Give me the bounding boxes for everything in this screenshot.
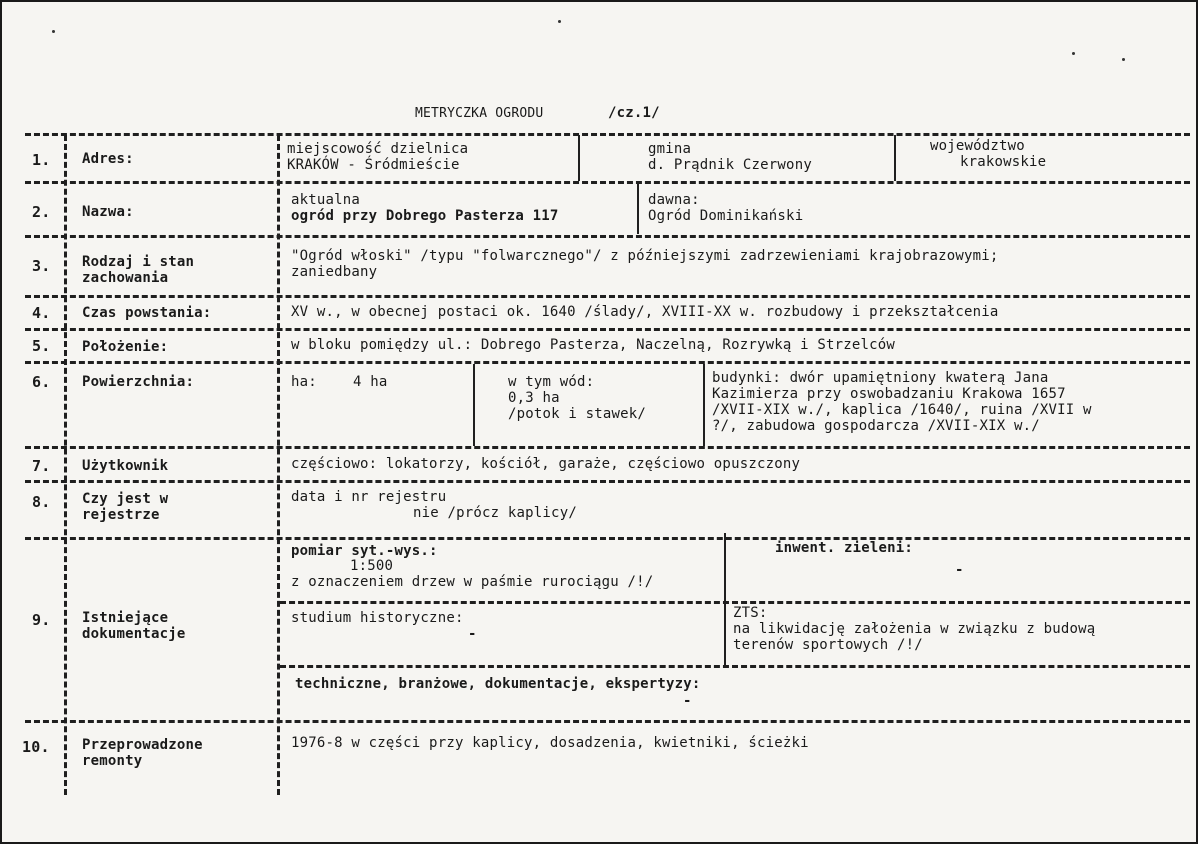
zts-line: terenów sportowych /!/ <box>733 637 923 653</box>
zts-label: ZTS: <box>733 605 768 621</box>
row-label: Położenie: <box>82 339 169 355</box>
register-label: data i nr rejestru <box>291 489 447 505</box>
voivodeship-label: województwo <box>930 138 1025 154</box>
rule <box>25 480 1190 483</box>
rule <box>637 184 639 234</box>
garden-type: "Ogród włoski" /typu "folwarcznego"/ z późniejszymi zadrzewieniami krajobrazowymi; <box>291 248 999 264</box>
water-area-note: /potok i stawek/ <box>508 406 647 422</box>
area-label: ha: <box>291 374 317 390</box>
rule <box>25 235 1190 238</box>
survey-note: z oznaczeniem drzew w paśmie rurociągu /!/ <box>291 574 654 590</box>
rule <box>25 295 1190 298</box>
technical-docs-value: - <box>683 693 692 709</box>
former-name-label: dawna: <box>648 192 700 208</box>
rule <box>578 135 580 181</box>
inventory-label: inwent. zieleni: <box>775 540 914 556</box>
rule <box>64 135 67 795</box>
row-label: Istniejące <box>82 610 169 626</box>
row-number: 7. <box>32 457 51 475</box>
speck <box>52 30 55 33</box>
row-label: remonty <box>82 753 143 769</box>
row-label: Przeprowadzone <box>82 737 203 753</box>
commune-label: gmina <box>648 141 692 157</box>
area-value: 4 ha <box>353 374 388 390</box>
history-study-label: studium historyczne: <box>291 610 464 626</box>
rule <box>25 361 1190 364</box>
row-label: Użytkownik <box>82 458 169 474</box>
row-label: Rodzaj i stan <box>82 254 195 270</box>
row-number: 10. <box>22 738 50 756</box>
rule <box>724 533 726 665</box>
rule <box>25 133 1190 136</box>
technical-docs-label: techniczne, branżowe, dokumentacje, ekspertyzy: <box>295 676 701 692</box>
row-label: zachowania <box>82 270 169 286</box>
card-title: METRYCZKA OGRODU <box>415 106 544 121</box>
rule <box>280 601 1190 604</box>
speck <box>558 20 561 23</box>
row-number: 5. <box>32 337 51 355</box>
rule <box>280 665 1190 668</box>
location: w bloku pomiędzy ul.: Dobrego Pasterza, Naczelną, Rozrywką i Strzelców <box>291 337 896 353</box>
zts-line: na likwidację założenia w związku z budową <box>733 621 1096 637</box>
rule <box>473 364 475 446</box>
register-value: nie /prócz kaplicy/ <box>413 505 577 521</box>
address-locality-label: miejscowość dzielnica <box>287 141 469 157</box>
row-number: 2. <box>32 203 51 221</box>
rule <box>703 364 705 446</box>
former-name: Ogród Dominikański <box>648 208 804 224</box>
rule <box>25 446 1190 449</box>
row-label: Powierzchnia: <box>82 374 195 390</box>
rule <box>25 328 1190 331</box>
row-label: rejestrze <box>82 507 160 523</box>
row-number: 1. <box>32 151 51 169</box>
rule <box>894 135 896 181</box>
voivodeship: krakowskie <box>960 154 1047 170</box>
buildings-line: ?/, zabudowa gospodarcza /XVII-XIX w./ <box>712 418 1040 434</box>
row-label: Czas powstania: <box>82 305 212 321</box>
address-locality: KRAKÓW - Śródmieście <box>287 157 460 173</box>
row-number: 6. <box>32 373 51 391</box>
buildings-line: Kazimierza przy oswobadzaniu Krakowa 1657 <box>712 386 1066 402</box>
renovations: 1976-8 w części przy kaplicy, dosadzenia, kwietniki, ścieżki <box>291 735 809 751</box>
row-number: 8. <box>32 493 51 511</box>
row-label: Adres: <box>82 151 134 167</box>
current-name: ogród przy Dobrego Pasterza 117 <box>291 208 559 224</box>
card-part: /cz.1/ <box>608 105 660 121</box>
buildings-line: /XVII-XIX w./, kaplica /1640/, ruina /XVII w <box>712 402 1092 418</box>
buildings-line: budynki: dwór upamiętniony kwaterą Jana <box>712 370 1049 386</box>
survey-label: pomiar syt.-wys.: <box>291 543 438 559</box>
rule <box>25 720 1190 723</box>
current-name-label: aktualna <box>291 192 361 208</box>
row-number: 4. <box>32 304 51 322</box>
water-area-label: w tym wód: <box>508 374 595 390</box>
rule <box>25 181 1190 184</box>
user: częściowo: lokatorzy, kościół, garaże, częściowo opuszczony <box>291 456 801 472</box>
rule <box>25 537 1190 540</box>
origin-date: XV w., w obecnej postaci ok. 1640 /ślady/, XVIII-XX w. rozbudowy i przekształcenia <box>291 304 999 320</box>
commune: d. Prądnik Czerwony <box>648 157 812 173</box>
inventory-value: - <box>955 562 964 578</box>
row-label: Nazwa: <box>82 204 134 220</box>
row-number: 3. <box>32 257 51 275</box>
rule <box>277 135 280 795</box>
history-study-value: - <box>468 626 477 642</box>
row-number: 9. <box>32 611 51 629</box>
speck <box>1072 52 1075 55</box>
survey-scale: 1:500 <box>350 558 394 574</box>
water-area-value: 0,3 ha <box>508 390 560 406</box>
row-label: Czy jest w <box>82 491 169 507</box>
garden-condition: zaniedbany <box>291 264 378 280</box>
speck <box>1122 58 1125 61</box>
row-label: dokumentacje <box>82 626 186 642</box>
